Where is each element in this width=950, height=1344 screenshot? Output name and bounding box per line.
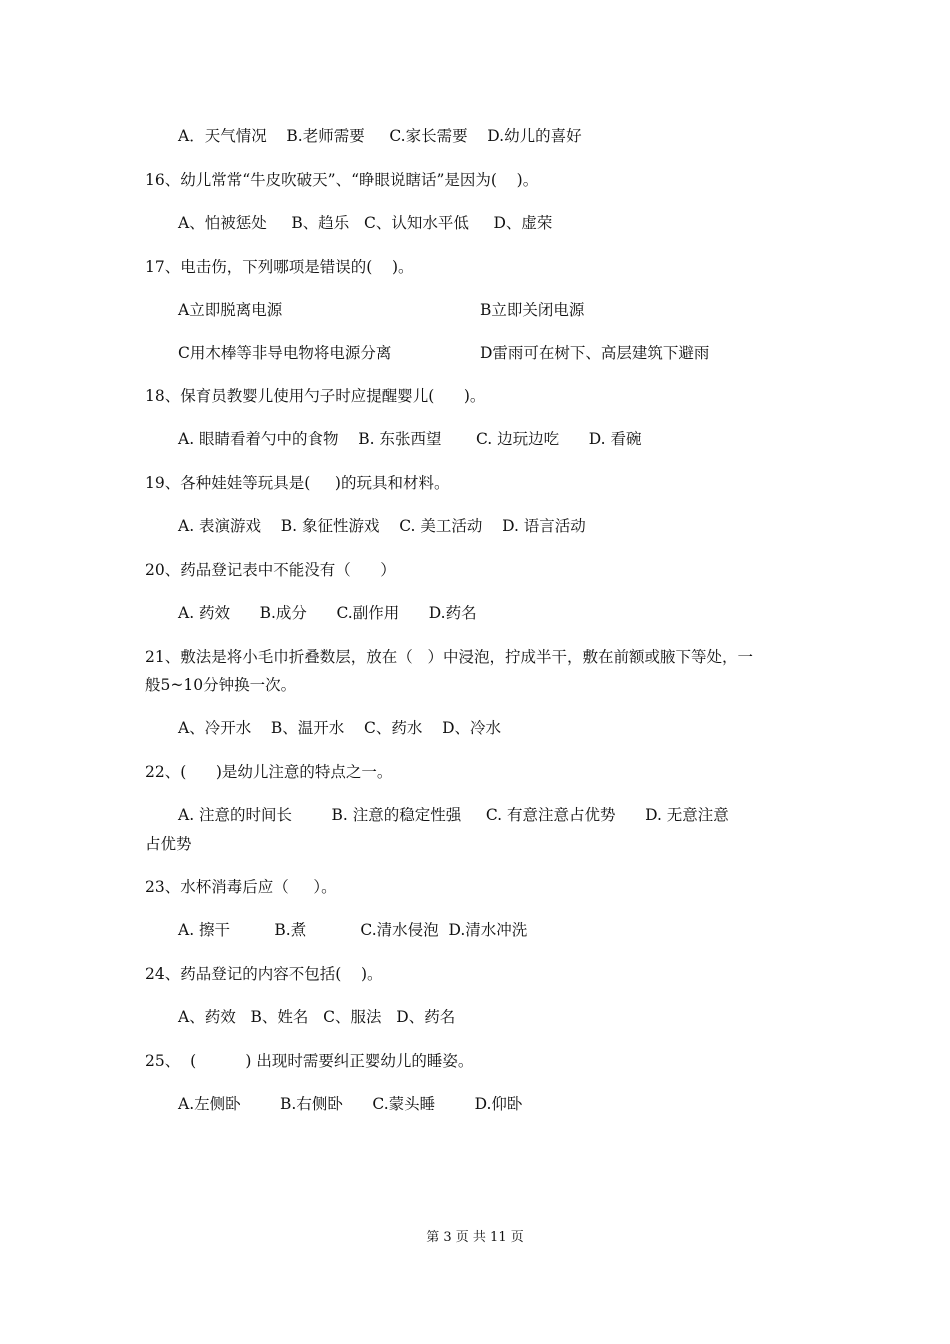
q16-question: 16、幼儿常常“牛皮吹破天”、“睁眼说瞎话”是因为( )。: [145, 171, 539, 189]
q24-options: A、药效 B、姓名 C、服法 D、药名: [178, 1008, 456, 1026]
q21-options: A、冷开水 B、温开水 C、药水 D、冷水: [178, 719, 501, 737]
q17-option-a: A立即脱离电源: [178, 301, 283, 319]
page-footer: 第 3 页 共 11 页: [426, 1230, 524, 1245]
q19-options: A. 表演游戏 B. 象征性游戏 C. 美工活动 D. 语言活动: [178, 517, 586, 535]
q17-option-b: B立即关闭电源: [480, 301, 585, 319]
q22-question: 22、( )是幼儿注意的特点之一。: [145, 763, 393, 781]
q19-question: 19、各种娃娃等玩具是( )的玩具和材料。: [145, 474, 450, 492]
q15-options: A．天气情况 B.老师需要 C.家长需要 D.幼儿的喜好: [178, 127, 582, 145]
q18-options: A. 眼睛看着勺中的食物 B. 东张西望 C. 边玩边吃 D. 看碗: [178, 430, 642, 448]
q17-option-c: C用木棒等非导电物将电源分离: [178, 344, 392, 362]
q20-question: 20、药品登记表中不能没有（ ）: [145, 561, 396, 579]
q22-options-line1: A. 注意的时间长 B. 注意的稳定性强 C. 有意注意占优势 D. 无意注意: [178, 806, 729, 824]
q17-option-d: D雷雨可在树下、高层建筑下避雨: [480, 344, 710, 362]
q23-options: A. 擦干 B.煮 C.清水侵泡 D.清水冲洗: [178, 921, 528, 939]
q16-options: A、怕被惩处 B、趋乐 C、认知水平低 D、虚荣: [178, 214, 553, 232]
q23-question: 23、水杯消毒后应（ ）。: [145, 878, 337, 896]
q17-question: 17、电击伤，下列哪项是错误的( )。: [145, 258, 414, 276]
q18-question: 18、保育员教婴儿使用勺子时应提醒婴儿( )。: [145, 387, 486, 405]
q21-question-line1: 21、敷法是将小毛巾折叠数层，放在（ ）中浸泡，拧成半干，敷在前额或腋下等处，一: [145, 648, 754, 666]
q21-question-line2: 般5~10分钟换一次。: [145, 676, 297, 694]
q24-question: 24、药品登记的内容不包括( )。: [145, 965, 383, 983]
q25-question: 25、 ( ) 出现时需要纠正婴幼儿的睡姿。: [145, 1052, 474, 1070]
q22-options-line2: 占优势: [145, 835, 192, 853]
q20-options: A. 药效 B.成分 C.副作用 D.药名: [178, 604, 477, 622]
q25-options: A.左侧卧 B.右侧卧 C.蒙头睡 D.仰卧: [178, 1095, 523, 1113]
